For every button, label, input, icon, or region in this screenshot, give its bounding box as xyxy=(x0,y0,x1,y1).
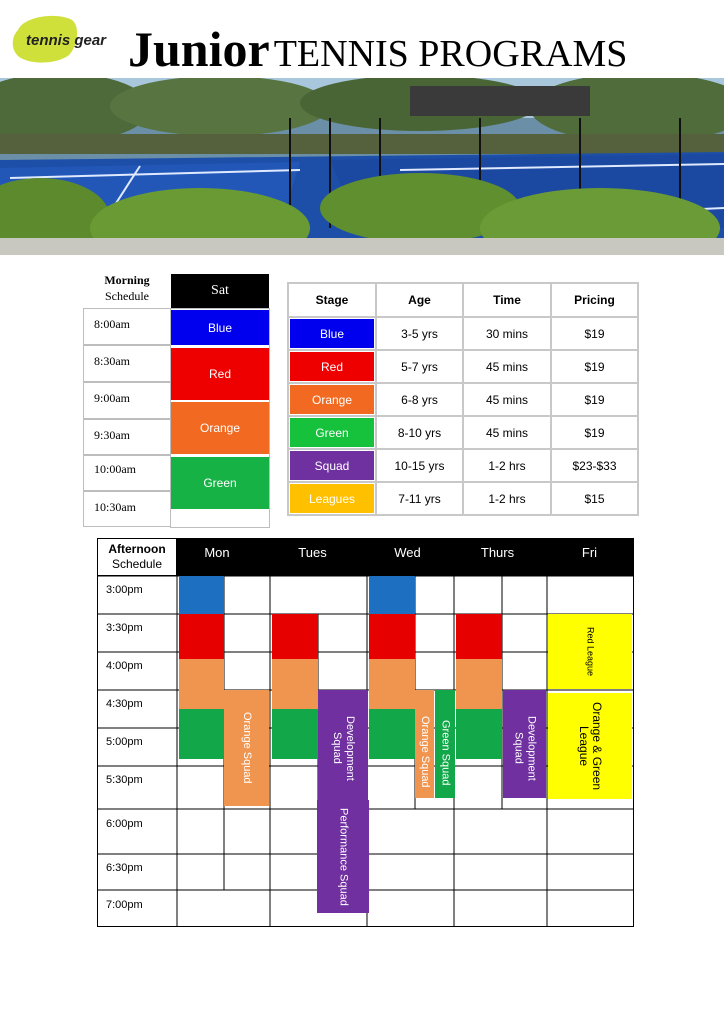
tues-performance-squad-block xyxy=(317,800,369,913)
afternoon-time-slot: 7:00pm xyxy=(106,899,143,911)
table-row xyxy=(288,416,638,449)
age-cell: 6-8 yrs xyxy=(376,383,463,416)
morning-time-slot: 10:00am xyxy=(83,455,171,491)
table-row xyxy=(288,383,638,416)
afternoon-time-slot: 3:00pm xyxy=(106,584,143,596)
time-cell: 45 mins xyxy=(463,416,551,449)
col-header-stage: Stage xyxy=(288,283,376,317)
mon-orange-block xyxy=(179,659,224,709)
stage-chip-orange: Orange xyxy=(290,385,374,414)
orange-green-league-label: Orange & Green League xyxy=(577,701,604,791)
performance-squad-label: Performance Squad xyxy=(337,807,350,906)
thurs-orange-block xyxy=(456,659,502,709)
afternoon-schedule xyxy=(97,538,634,927)
stage-chip-leagues: Leagues xyxy=(290,484,374,513)
morning-time-slot: 10:30am xyxy=(83,491,171,527)
morning-time-slot: 8:30am xyxy=(83,345,171,382)
fri-red-league-block xyxy=(548,614,632,689)
thurs-development-squad-block xyxy=(503,690,546,798)
title-junior: Junior xyxy=(128,21,270,77)
col-header-age: Age xyxy=(376,283,463,317)
stage-chip-squad: Squad xyxy=(290,451,374,480)
green-squad-label: Green Squad xyxy=(439,720,452,786)
tues-green-block xyxy=(272,709,318,759)
time-cell: 1-2 hrs xyxy=(463,482,551,515)
tennis-court-photo xyxy=(0,78,724,255)
morning-block-green: Green xyxy=(171,457,269,509)
age-cell: 8-10 yrs xyxy=(376,416,463,449)
price-cell: $19 xyxy=(551,383,638,416)
afternoon-heading-line1: Afternoon xyxy=(108,542,166,556)
wed-orange-squad-block xyxy=(415,690,434,798)
time-cell: 45 mins xyxy=(463,350,551,383)
table-header-row xyxy=(288,283,638,317)
tues-red-block xyxy=(272,614,318,659)
stage-chip-red: Red xyxy=(290,352,374,381)
stage-chip-blue: Blue xyxy=(290,319,374,348)
wed-blue-block xyxy=(369,576,415,614)
morning-block-red: Red xyxy=(171,348,269,400)
age-cell: 7-11 yrs xyxy=(376,482,463,515)
thurs-green-block xyxy=(456,709,502,759)
development-squad-label: Development Squad xyxy=(512,715,538,781)
morning-block-orange: Orange xyxy=(171,402,269,454)
afternoon-time-slot: 5:00pm xyxy=(106,736,143,748)
title-tennis-programs: TENNIS PROGRAMS xyxy=(273,33,628,75)
thurs-red-block xyxy=(456,614,502,659)
afternoon-time-slot: 6:00pm xyxy=(106,818,143,830)
time-cell: 30 mins xyxy=(463,317,551,350)
table-row xyxy=(288,317,638,350)
mon-red-block xyxy=(179,614,224,659)
tennis-gear-logo xyxy=(10,14,112,66)
time-cell: 1-2 hrs xyxy=(463,449,551,482)
morning-day-header: Sat xyxy=(171,274,269,308)
morning-schedule-heading xyxy=(86,272,168,308)
wed-green-squad-block xyxy=(435,690,455,798)
day-header-tues: Tues xyxy=(298,545,327,560)
afternoon-time-slot: 5:30pm xyxy=(106,774,143,786)
mon-green-block xyxy=(179,709,224,759)
wed-green-block xyxy=(369,709,415,759)
age-cell: 3-5 yrs xyxy=(376,317,463,350)
col-header-time: Time xyxy=(463,283,551,317)
price-cell: $23-$33 xyxy=(551,449,638,482)
orange-squad-label: Orange Squad xyxy=(241,712,253,784)
mon-orange-squad-block xyxy=(224,690,269,806)
tues-development-squad-block xyxy=(318,690,368,800)
price-cell: $19 xyxy=(551,350,638,383)
morning-heading-line2: Schedule xyxy=(105,289,149,303)
time-cell: 45 mins xyxy=(463,383,551,416)
table-row xyxy=(288,350,638,383)
table-row xyxy=(288,449,638,482)
fri-orange-green-league-block xyxy=(548,693,632,799)
stage-chip-green: Green xyxy=(290,418,374,447)
wed-red-block xyxy=(369,614,415,659)
afternoon-time-slot: 3:30pm xyxy=(106,622,143,634)
morning-time-slot: 9:00am xyxy=(83,382,171,419)
afternoon-time-slot: 6:30pm xyxy=(106,862,143,874)
price-cell: $15 xyxy=(551,482,638,515)
morning-time-slot: 9:30am xyxy=(83,419,171,455)
tues-orange-block xyxy=(272,659,318,709)
morning-heading-line1: Morning xyxy=(104,273,150,287)
wed-orange-block xyxy=(369,659,415,709)
col-header-pricing: Pricing xyxy=(551,283,638,317)
orange-squad-label: Orange Squad xyxy=(419,716,431,788)
mon-blue-block xyxy=(179,576,224,614)
logo-text-tennis: tennis gear xyxy=(26,32,107,49)
price-cell: $19 xyxy=(551,317,638,350)
day-header-fri: Fri xyxy=(581,545,598,560)
day-header-wed: Wed xyxy=(394,545,421,560)
price-cell: $19 xyxy=(551,416,638,449)
day-header-thurs: Thurs xyxy=(480,545,515,560)
afternoon-heading-line2: Schedule xyxy=(111,557,163,571)
afternoon-time-slot: 4:00pm xyxy=(106,660,143,672)
day-header-mon: Mon xyxy=(204,545,230,560)
development-squad-label: Development Squad xyxy=(331,715,356,781)
page-title xyxy=(128,20,627,80)
stage-pricing-table xyxy=(287,282,639,516)
age-cell: 5-7 yrs xyxy=(376,350,463,383)
morning-time-slot: 8:00am xyxy=(83,308,171,345)
morning-block-blue: Blue xyxy=(171,310,269,345)
age-cell: 10-15 yrs xyxy=(376,449,463,482)
red-league-label: Red League xyxy=(585,626,596,677)
table-row xyxy=(288,482,638,515)
afternoon-time-slot: 4:30pm xyxy=(106,698,143,710)
